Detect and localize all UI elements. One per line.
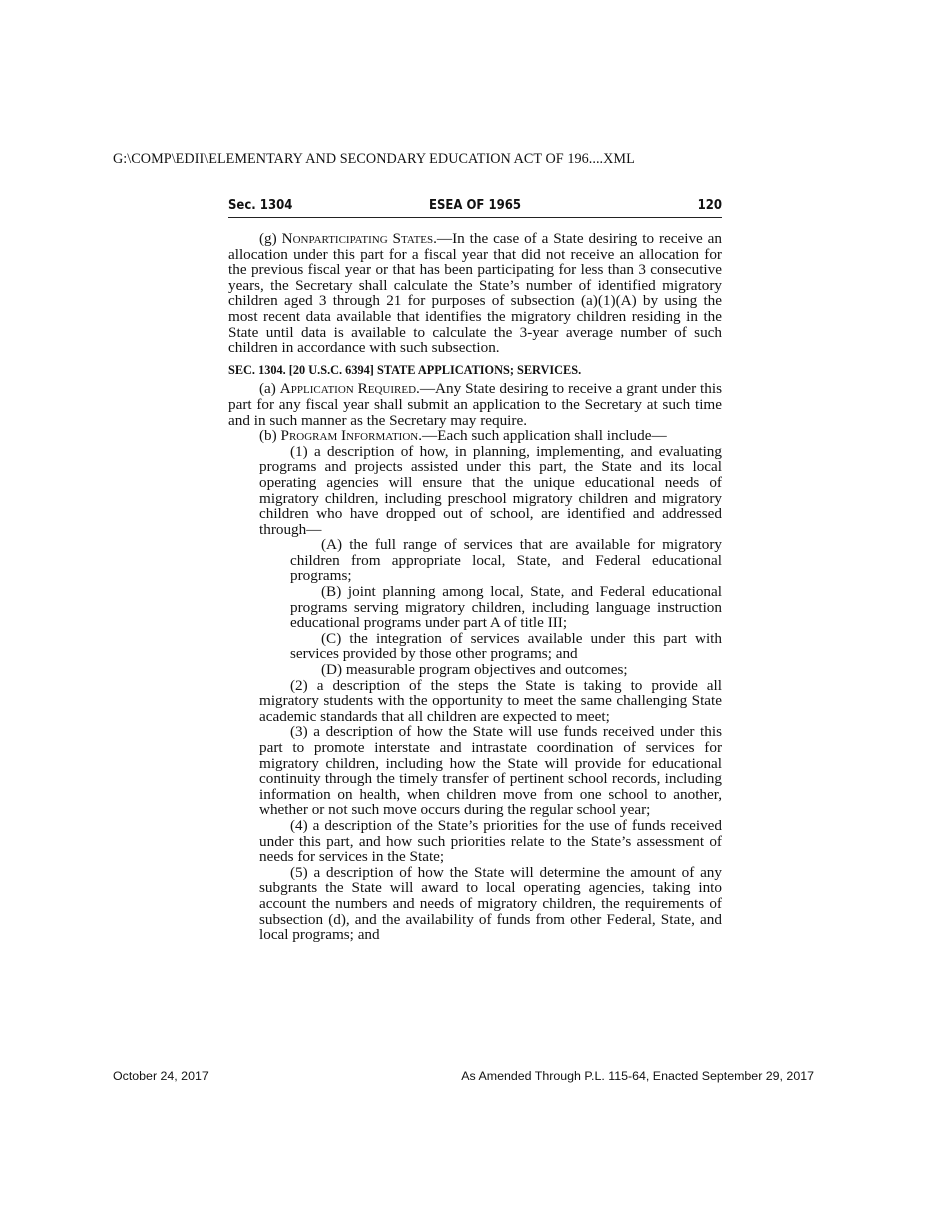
running-head <box>228 198 722 218</box>
footer-amended: As Amended Through P.L. 115-64, Enacted September 29, 2017 <box>461 1069 814 1083</box>
subparagraph-c: (C) the integration of services available under this part with services provided by those other programs; and <box>290 629 722 663</box>
subparagraph-a: (A) the full range of services that are available for migratory children from appropriate local, State, and Federal educational programs; <box>290 536 722 585</box>
paragraph-3: (3) a description of how the State will use funds received under this part to promote interstate and intrastate coordination of services for migratory children, including how the State will provide for educational continuity through the timely transfer of pertinent school records, including information on health, when children move from one school to another, whether or not such move occurs during the regular school year; <box>259 723 722 819</box>
subsection-a-text: .—Any State desiring to receive a grant under this part for any fiscal year shall submit an application to the Secretary at such time and in such manner as the Secretary may require. <box>228 380 723 429</box>
subsection-a-heading: Application Required <box>279 380 417 398</box>
document-body <box>228 231 722 943</box>
subparagraph-b: (B) joint planning among local, State, and Federal educational programs serving migratory children, including language instruction educational programs under part A of title III; <box>290 583 722 632</box>
paragraph-1: (1) a description of how, in planning, implementing, and evaluating programs and projects assisted under this part, the State and its local operating agencies will ensure that the unique educational needs of migratory children, including preschool migratory children and migratory children who have dropped out of school, are identified and addressed through— <box>259 442 722 538</box>
subsection-g-label: (g) <box>259 230 277 247</box>
subsection-g-text: .—In the case of a State desiring to receive an allocation under this part for a fiscal year that did not receive an allocation for the previous fiscal year or that has been participating for less than 3 consecutive years, the Secretary shall calculate the State’s number of identified migratory children aged 3 through 21 for purposes of subsection (a)(1)(A) by using the most recent data available that identifies the migratory children residing in the State until data is available to calculate the 3-year average number of such children in accordance with such subsection. <box>228 230 723 357</box>
subparagraph-d: (D) measurable program objectives and outcomes; <box>321 661 628 679</box>
subsection-b-label: (b) <box>259 427 277 445</box>
running-head-page-number: 120 <box>697 198 722 213</box>
subsection-a-label: (a) <box>259 380 276 398</box>
paragraph-5: (5) a description of how the State will determine the amount of any subgrants the State will award to local operating agencies, taking into account the numbers and needs of migratory children, the requirements of subsection (d), and the availability of funds from other Federal, State, and local programs; and <box>259 863 722 944</box>
subsection-b <box>228 428 722 444</box>
running-head-title: ESEA OF 1965 <box>428 198 522 213</box>
subsection-b-heading: Program Information <box>280 427 419 445</box>
subsection-g <box>228 231 722 356</box>
footer-date: October 24, 2017 <box>113 1069 209 1083</box>
section-heading: SEC. 1304. [20 U.S.C. 6394] STATE APPLICATIONS; SERVICES. <box>228 362 582 377</box>
file-path: G:\COMP\EDII\ELEMENTARY AND SECONDARY EDUCATION ACT OF 196....XML <box>113 151 635 167</box>
paragraph-4: (4) a description of the State’s priorities for the use of funds received under this part, and how such priorities relate to the State’s assessment of needs for services in the State; <box>259 816 722 866</box>
paragraph-2: (2) a description of the steps the State is taking to provide all migratory students with the opportunity to meet the same challenging State academic standards that all children are expected to meet; <box>259 676 722 725</box>
subsection-a <box>228 381 722 428</box>
running-head-section: Sec. 1304 <box>228 198 293 213</box>
subsection-b-text: .—Each such application shall include— <box>418 427 667 445</box>
subsection-g-heading: Nonparticipating States <box>281 230 434 247</box>
